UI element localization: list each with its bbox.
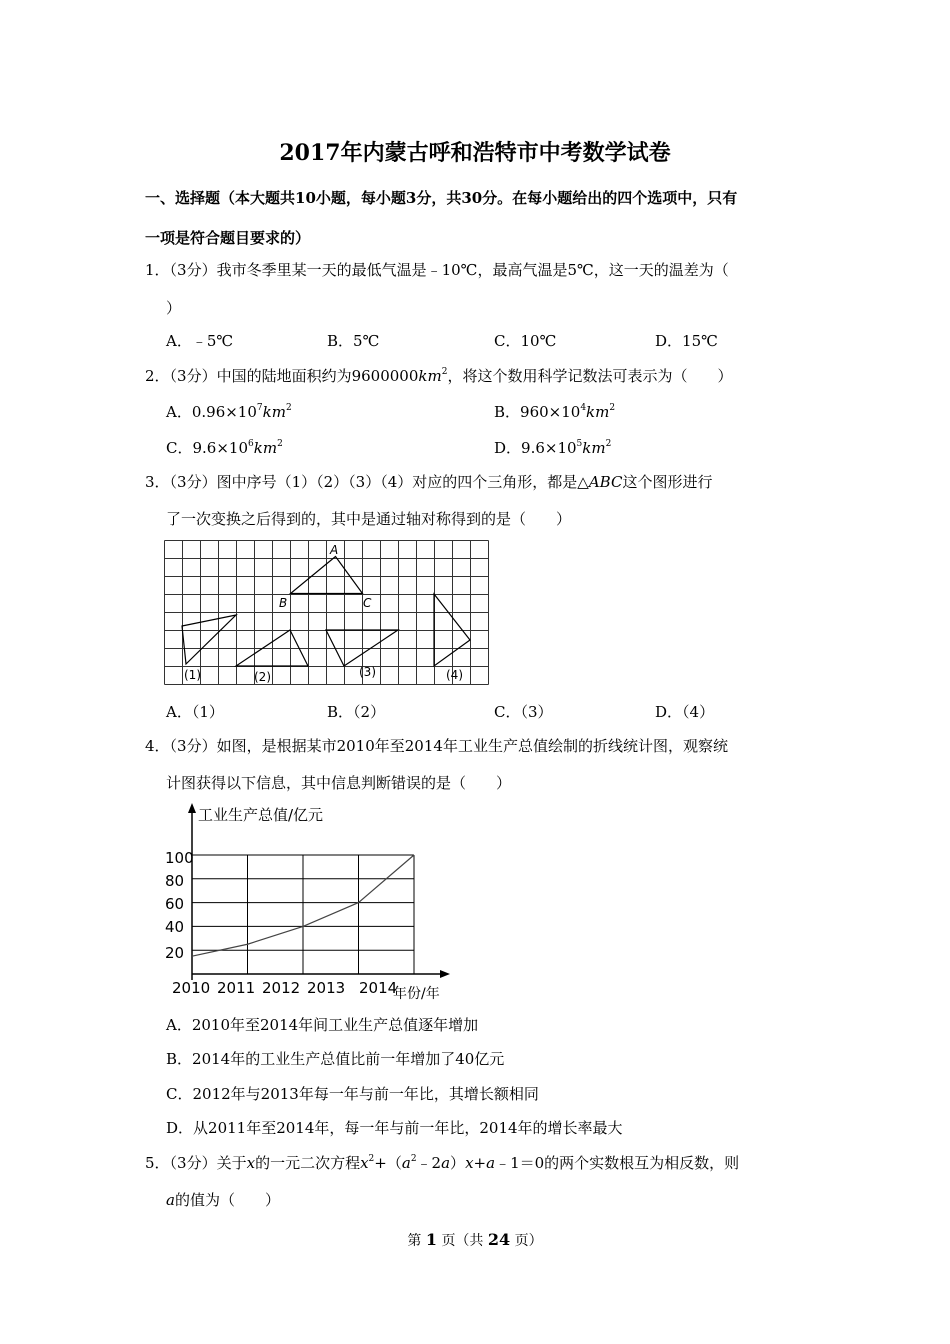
q4-option-d[interactable]: D．从2011年至2014年，每一年与前一年比，2014年的增长率最大 [166,1119,623,1137]
question-3 [145,472,712,492]
q3-option-d[interactable]: D．（4） [655,703,715,721]
q2-option-d[interactable] [494,438,611,458]
y-tick-label: 80 [165,872,185,890]
q3-option-a[interactable]: A．（1） [166,703,224,721]
exponent: 2 [368,1154,375,1164]
triangle-abc: ABC [588,473,623,491]
unit-km: km [262,403,286,421]
footer-text: 页（共 [441,1233,484,1249]
q2-option-b[interactable] [494,402,615,422]
q4-option-b[interactable]: B．2014年的工业生产总值比前一年增加了40亿元 [166,1050,505,1068]
y-tick-label: 40 [165,918,185,936]
q2-option-c[interactable] [166,438,283,458]
question-number: 1． [145,261,170,279]
question-number: 5． [145,1154,170,1172]
exponent: 2 [609,403,616,413]
q1-option-b[interactable]: B．5℃ [327,332,380,350]
text: ﹣2 [416,1154,442,1172]
label-4: (4) [446,668,463,682]
question-2 [145,366,732,386]
option-label: B．960×10 [494,403,581,421]
label-2: (2) [254,670,271,684]
triangle-1 [182,615,236,664]
text: （3分）关于 [169,1154,247,1172]
label-a: A [330,543,339,557]
x-axis-label: 年份/年 [393,986,440,1002]
question-text-end: 这个图形进行 [622,473,713,491]
y-axis-arrow [188,803,196,813]
x-tick-label: 2014 [359,979,398,997]
label-b: B [279,596,288,610]
y-axis-label: 工业生产总值/亿元 [198,806,324,824]
text: +（ [374,1154,402,1172]
question-number: 3． [145,473,170,491]
question-1-tail: ） [166,299,182,317]
var-a: a [401,1154,411,1172]
x-tick-label: 2013 [307,979,346,997]
question-text: （3分）图中序号（1）（2）（3）（4）对应的四个三角形，都是△ [169,473,589,491]
unit-km: km [582,439,606,457]
x-tick-label: 2011 [217,979,256,997]
option-label: D．9.6×10 [494,439,577,457]
exponent: 6 [248,439,254,449]
q4-option-a[interactable]: A．2010年至2014年间工业生产总值逐年增加 [166,1016,479,1034]
exponent: 2 [285,403,292,413]
q1-option-d[interactable]: D．15℃ [655,332,718,350]
section-heading-line1: 一、选择题（本大题共10小题，每小题3分，共30分。在每小题给出的四个选项中，只有 [145,189,738,207]
q4-option-c[interactable]: C．2012年与2013年每一年与前一年比，其增长额相同 [166,1085,539,1103]
question-text: （3分）如图，是根据某市2010年至2014年工业生产总值绘制的折线统计图，观察统 [169,737,728,755]
page-number: 1 [425,1230,437,1249]
y-tick-label: 100 [165,849,194,867]
total-pages: 24 [487,1230,511,1249]
var-x: x [246,1154,256,1172]
exponent: 5 [576,439,583,449]
label-3: (3) [359,665,376,679]
exponent: 2 [410,1154,417,1164]
q3-option-b[interactable]: B．（2） [327,703,386,721]
text: ） [450,1154,466,1172]
var-a: a [441,1154,451,1172]
text: + [473,1154,487,1172]
text: ﹣1＝0的两个实数根互为相反数，则 [495,1154,740,1172]
text: 的值为（ ） [174,1191,280,1209]
page-footer [0,1230,950,1250]
x-tick-label: 2010 [172,979,211,997]
q1-option-a[interactable]: A．﹣5℃ [166,332,234,350]
question-5-line2 [166,1190,280,1210]
var-a: a [166,1191,175,1209]
question-5 [145,1153,739,1173]
footer-text: 第 [407,1233,422,1249]
var-x: x [465,1154,474,1172]
y-tick-label: 60 [165,895,185,913]
question-4 [145,736,728,756]
var-a: a [486,1154,496,1172]
unit-km: km [586,403,610,421]
exponent: 2 [441,367,448,377]
question-1 [145,260,729,280]
option-label: C．9.6×10 [166,439,248,457]
q1-option-c[interactable]: C．10℃ [494,332,557,350]
text: 的一元二次方程 [255,1154,361,1172]
exponent: 4 [580,403,587,413]
unit-km: km [253,439,278,457]
question-number: 4． [145,737,170,755]
x-tick-label: 2012 [262,979,301,997]
exponent: 2 [277,439,283,449]
question-text: （3分）中国的陆地面积约为9600000 [169,367,419,385]
grid-figure [164,540,490,686]
option-label: A．0.96×10 [166,403,257,421]
question-4-line2: 计图获得以下信息，其中信息判断错误的是（ ） [166,774,512,792]
question-text-end: ，将这个数用科学记数法可表示为（ ） [447,367,733,385]
unit-km: km [418,367,442,385]
chart-grid [192,855,414,974]
exponent: 7 [256,403,263,413]
label-c: C [363,596,372,610]
var-x: x [360,1154,369,1172]
q3-option-c[interactable]: C．（3） [494,703,553,721]
question-text: （3分）我市冬季里某一天的最低气温是﹣10℃，最高气温是5℃，这一天的温差为（ [169,261,729,279]
exponent: 2 [605,439,612,449]
y-tick-label: 20 [165,944,185,962]
question-number: 2． [145,367,170,385]
footer-text: 页） [514,1233,543,1249]
label-1: (1) [184,668,201,682]
x-axis-arrow [440,970,450,978]
grid-lines [165,541,489,685]
line-chart [160,800,470,1005]
page-title: 2017年内蒙古呼和浩特市中考数学试卷 [279,140,671,166]
section-heading-line2: 一项是符合题目要求的） [145,229,311,247]
q2-option-a[interactable] [166,402,292,422]
question-3-line2: 了一次变换之后得到的，其中是通过轴对称得到的是（ ） [166,510,572,528]
